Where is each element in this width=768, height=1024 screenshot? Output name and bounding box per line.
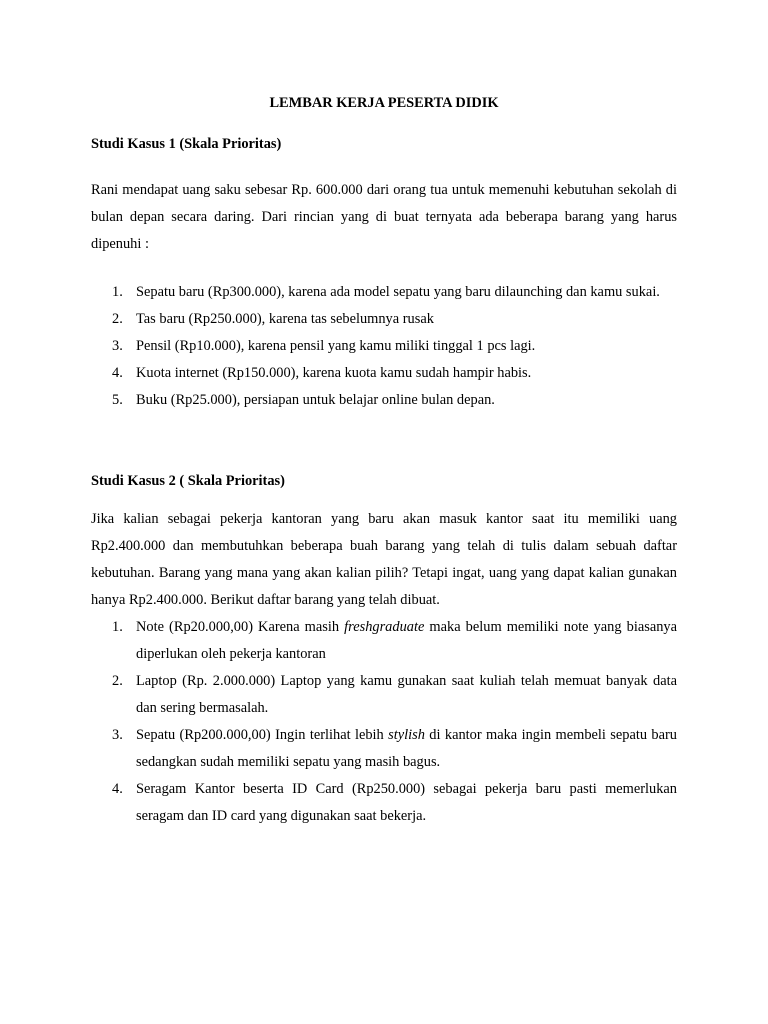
case1-heading: Studi Kasus 1 (Skala Prioritas) [91,136,282,152]
list-item-text: Sepatu baru (Rp300.000), karena ada model sepatu yang baru dilaunching dan kamu sukai. [136,284,660,300]
list-item [91,776,677,830]
case2-intro: Jika kalian sebagai pekerja kantoran yang baru akan masuk kantor saat itu memiliki uang Rp2.400.000 dan membutuhkan beberapa buah barang yang telah di tulis dalam sebuah daftar kebutuhan. Barang yang mana yang akan kalian pilih? Tetapi ingat, uang yang dapat kalian gunakan hanya Rp2.400.000. Berikut daftar barang yang telah dibuat. [91,511,677,608]
list-item-text: Tas baru (Rp250.000), karena tas sebelumnya rusak [136,311,434,327]
case1-intro: Rani mendapat uang saku sebesar Rp. 600.000 dari orang tua untuk memenuhi kebutuhan sekolah di bulan depan secara daring. Dari rincian yang di buat ternyata ada beberapa barang yang harus dipenuhi : [91,182,677,252]
list-item-text: Pensil (Rp10.000), karena pensil yang kamu miliki tinggal 1 pcs lagi. [136,338,536,354]
list-item-text: Seragam Kantor beserta ID Card (Rp250.000) sebagai pekerja baru pasti memerlukan seragam dan ID card yang digunakan saat bekerja. [136,781,677,824]
list-item-text-after: maka belum memiliki note yang biasanya diperlukan oleh pekerja kantoran [136,619,677,662]
list-item-text-after: di kantor maka ingin membeli sepatu baru sedangkan sudah memiliki sepatu yang masih bagus. [136,727,678,770]
list-item-number: 1. [112,284,123,300]
list-item [91,360,677,387]
list-item-text-before: Sepatu (Rp200.000,00) Ingin terlihat lebih [136,727,389,743]
case1-item-list [91,279,677,414]
case2-heading: Studi Kasus 2 ( Skala Prioritas) [91,473,285,489]
list-item-number: 4. [112,365,123,381]
list-item [91,668,677,722]
list-item [91,279,677,306]
list-item-text: Buku (Rp25.000), persiapan untuk belajar online bulan depan. [136,392,495,408]
list-item-number: 1. [112,619,123,635]
list-item [91,614,677,668]
list-item-number: 2. [112,673,123,689]
list-item-number: 3. [112,338,123,354]
case2-item-list [91,614,677,830]
list-item [91,722,677,776]
list-item-text: Kuota internet (Rp150.000), karena kuota kamu sudah hampir habis. [136,365,532,381]
list-item-text-italic: freshgraduate [344,619,425,635]
list-item-text-italic: stylish [388,727,425,743]
list-item-number: 4. [112,781,123,797]
list-item-number: 3. [112,727,123,743]
list-item [91,333,677,360]
list-item [91,387,677,414]
list-item-text: Laptop (Rp. 2.000.000) Laptop yang kamu gunakan saat kuliah telah memuat banyak data dan sering bermasalah. [136,673,677,716]
list-item-number: 2. [112,311,123,327]
list-item [91,306,677,333]
list-item-number: 5. [112,392,123,408]
document-title: LEMBAR KERJA PESERTA DIDIK [269,95,499,111]
list-item-text-before: Note (Rp20.000,00) Karena masih [136,619,345,635]
document-content [91,92,677,830]
